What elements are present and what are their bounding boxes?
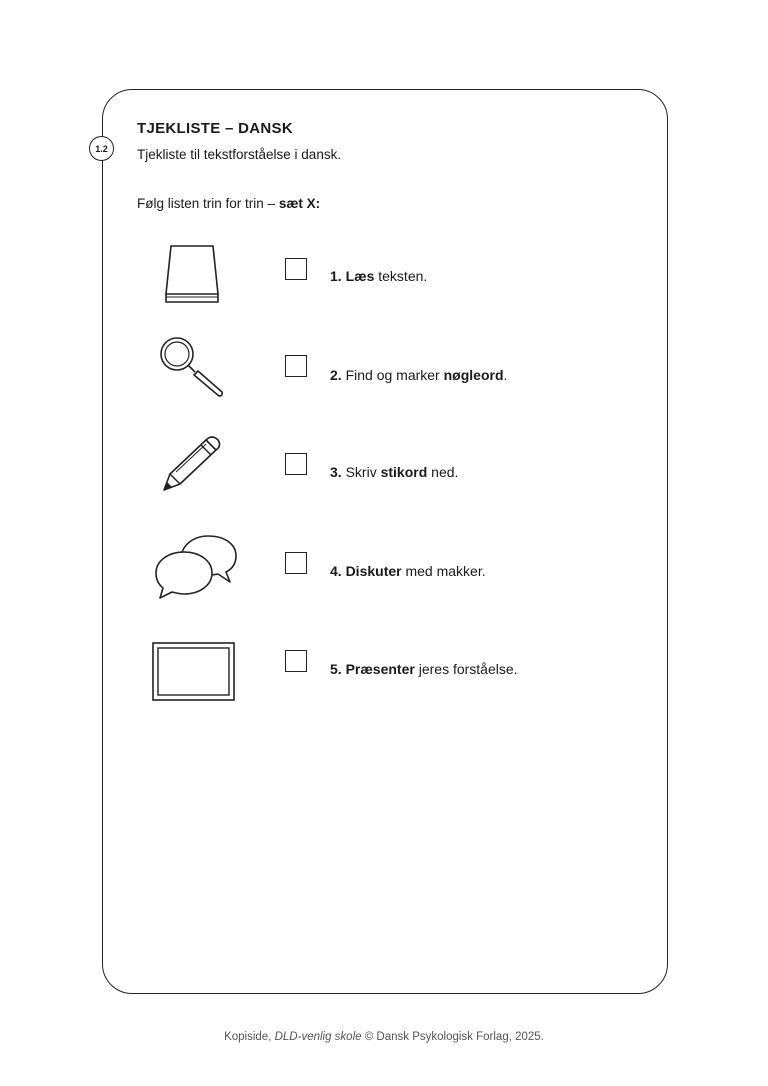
page-subtitle: Tjekliste til tekstforståelse i dansk.: [137, 147, 342, 162]
item-3-part-3: stikord: [380, 464, 428, 480]
checklist-item-5: [330, 661, 518, 677]
checkbox-item-4[interactable]: [285, 552, 307, 574]
checklist-item-1: [330, 268, 427, 284]
magnifying-glass-icon: [157, 334, 227, 400]
item-3-part-1: 3.: [330, 464, 342, 480]
checklist-item-2: [330, 367, 507, 383]
footer-prefix: Kopiside,: [224, 1031, 275, 1043]
page-title: TJEKLISTE – DANSK: [137, 120, 293, 137]
checkbox-item-2[interactable]: [285, 355, 307, 377]
speech-bubbles-icon: [152, 532, 240, 600]
item-5-part-2: jeres forståelse.: [414, 661, 518, 677]
checklist-item-3: [330, 464, 458, 480]
checkbox-item-3[interactable]: [285, 453, 307, 475]
item-1-part-1: 1. Læs: [330, 268, 375, 284]
item-3-part-4: ned.: [427, 464, 459, 480]
board-icon: [152, 642, 236, 702]
item-2-part-4: .: [503, 367, 508, 383]
item-2-part-3: nøgleord: [443, 367, 504, 383]
instruction-prefix: Følg listen trin for trin –: [137, 196, 276, 211]
instruction-text: [137, 196, 320, 211]
item-2-part-2: Find og marker: [341, 367, 444, 383]
pencil-icon: [160, 434, 224, 494]
item-3-part-2: Skriv: [341, 464, 381, 480]
item-4-part-1: 4. Diskuter: [330, 563, 402, 579]
checkbox-item-5[interactable]: [285, 650, 307, 672]
item-2-part-1: 2.: [330, 367, 342, 383]
footer-italic: DLD-venlig skole: [274, 1031, 362, 1043]
footer-suffix: © Dansk Psykologisk Forlag, 2025.: [361, 1031, 544, 1043]
item-1-part-2: teksten.: [374, 268, 428, 284]
instruction-emphasis: sæt X:: [278, 196, 321, 211]
section-badge: 1.2: [89, 136, 114, 161]
checkbox-item-1[interactable]: [285, 258, 307, 280]
book-icon: [160, 244, 224, 306]
item-5-part-1: 5. Præsenter: [330, 661, 415, 677]
item-4-part-2: med makker.: [401, 563, 486, 579]
checklist-item-4: [330, 563, 486, 579]
footer-copyright: [0, 1031, 768, 1043]
